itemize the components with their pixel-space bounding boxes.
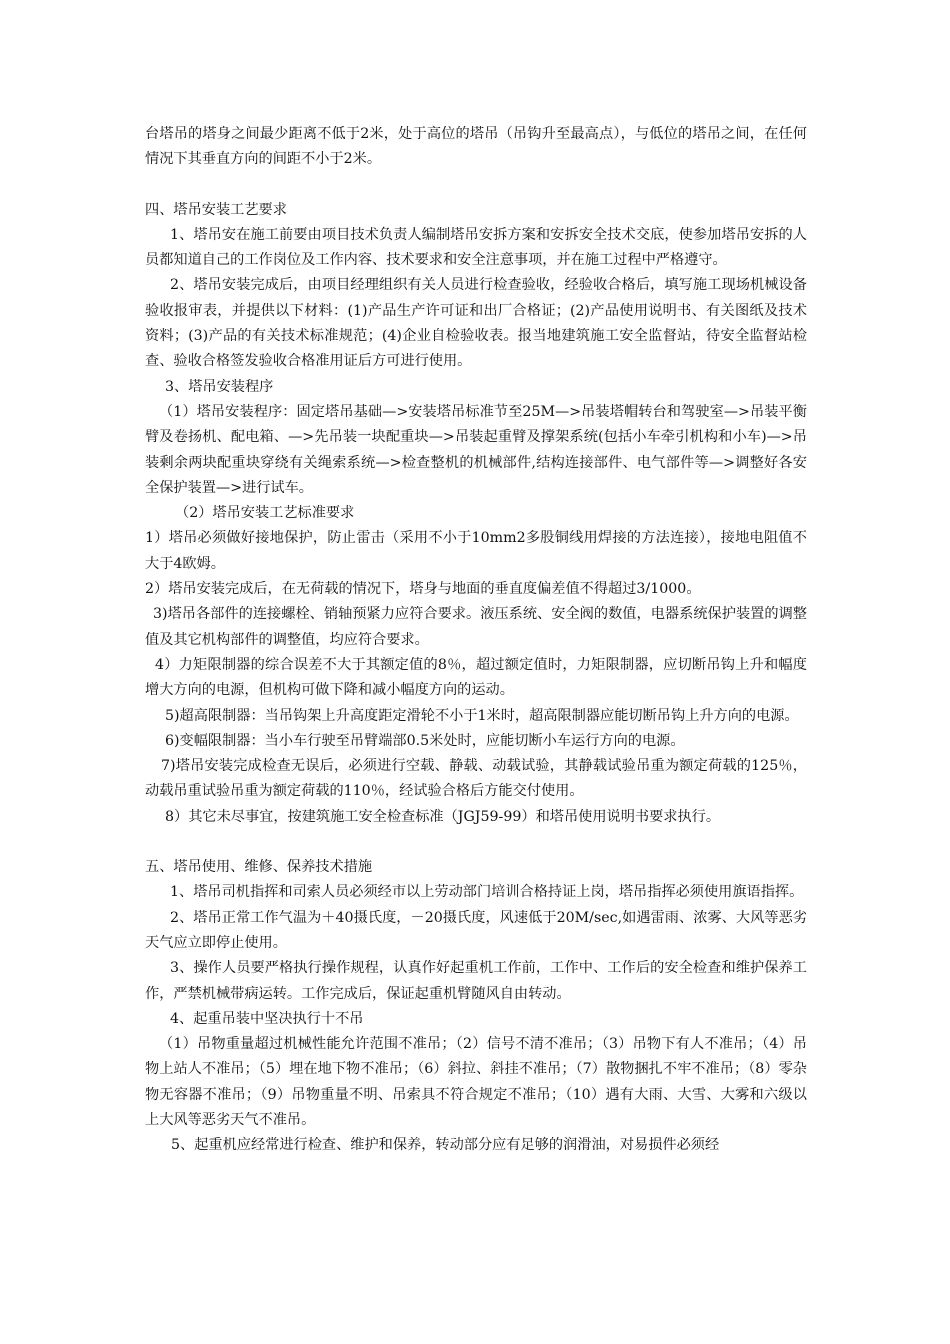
requirement-4: 4）力矩限制器的综合误差不大于其额定值的8％，超过额定值时，力矩限制器，应切断吊钩上升和幅度增大方向的电源，但机构可做下降和减小幅度方向的运动。 [145,656,807,699]
requirement-2: 2）塔吊安装完成后，在无荷载的情况下，塔身与地面的垂直度偏差值不得超过3/1000。 [145,581,701,598]
document-page [145,122,807,1159]
intro-paragraph: 台塔吊的塔身之间最少距离不低于2米，处于高位的塔吊（吊钩升至最高点），与低位的塔吊之间，在任何情况下其垂直方向的间距不小于2米。 [145,126,807,168]
requirement-6: 6)变幅限制器：当小车行驶至吊臂端部0.5米处时，应能切断小车运行方向的电源。 [165,732,685,749]
requirement-5: 5)超高限制器：当吊钩架上升高度距定滑轮不小于1米时，超高限制器应能切断吊钩上升方向的电源。 [165,707,799,724]
section-4-paragraph-3: 3、塔吊安装程序 [165,378,274,395]
install-procedure-paragraph: （1）塔吊安装程序：固定塔吊基础—>安装塔吊标准节至25M—>吊装塔帽转台和驾驶室—>吊装平衡臂及卷扬机、配电箱、—>先吊装一块配重块—>吊装起重臂及撑架系统(包括小车牵引机构和小车)—>吊装剩余两块配重块穿绕有关绳索系统—>检查整机的机械部件,结构连接部件、电气部件等—>调整好各安全保护装置—>进行试车。 [145,403,807,496]
section-5-paragraph-3: 3、操作人员要严格执行操作规程，认真作好起重机工作前，工作中、工作后的安全检查和维护保养工作，严禁机械带病运转。工作完成后，保证起重机臂随风自由转动。 [145,960,807,1002]
section-4-paragraph-2: 2、塔吊安装完成后，由项目经理组织有关人员进行检查验收，经验收合格后，填写施工现场机械设备验收报审表，并提供以下材料：(1)产品生产许可证和出厂合格证；(2)产品使用说明书、有关图纸及技术资料；(3)产品的有关技术标准规范；(4)企业自检验收表。报当地建筑施工安全监督站，待安全监督站检查、验收合格签发验收合格准用证后方可进行使用。 [145,277,807,370]
spacer [145,173,807,198]
requirement-3: 3)塔吊各部件的连接螺栓、销轴预紧力应符合要求。液压系统、安全阀的数值，电器系统保护装置的调整值及其它机构部件的调整值，均应符合要求。 [145,606,807,648]
section-5-paragraph-1: 1、塔吊司机指挥和司索人员必须经市以上劳动部门培训合格持证上岗，塔吊指挥必须使用旗语指挥。 [170,884,804,901]
section-5-paragraph-5: 5、起重机应经常进行检查、维护和保养，转动部分应有足够的润滑油，对易损件必须经 [171,1137,720,1154]
section-4-paragraph-1: 1、塔吊安在施工前要由项目技术负责人编制塔吊安拆方案和安拆安全技术交底，使参加塔吊安拆的人员都知道自己的工作岗位及工作内容、技术要求和安全注意事项，并在施工过程中严格遵守。 [145,226,807,269]
section-5-paragraph-4: 4、起重吊装中坚决执行十不吊 [170,1010,364,1027]
ten-no-lift-list: （1）吊物重量超过机械性能允许范围不准吊；（2）信号不清不准吊；（3）吊物下有人不准吊；（4）吊物上站人不准吊；（5）埋在地下物不准吊；（6）斜拉、斜挂不准吊；（7）散物捆扎不牢不准吊；（8）零杂物无容器不准吊；（9）吊物重量不明、吊索具不符合规定不准吊；（10）遇有大雨、大雪、大雾和六级以上大风等恶劣天气不准吊。 [145,1036,807,1128]
requirement-8: 8）其它未尽事宜，按建筑施工安全检查标准（JGJ59-99）和塔吊使用说明书要求执行。 [165,808,721,825]
requirement-1: 1）塔吊必须做好接地保护，防止雷击（采用不小于10mm2多股铜线用焊接的方法连接），接地电阻值不大于4欧姆。 [145,530,807,572]
section-5-paragraph-2: 2、塔吊正常工作气温为＋40摄氏度，－20摄氏度，风速低于20M/sec,如遇雷雨、浓雾、大风等恶劣天气应立即停止使用。 [145,909,807,951]
spacer [145,830,807,855]
install-standard-heading: （2）塔吊安装工艺标准要求 [175,505,355,522]
requirement-7: 7)塔吊安装完成检查无误后，必须进行空载、静载、动载试验，其静载试验吊重为额定荷载的125％，动载吊重试验吊重为额定荷载的110％，经试验合格后方能交付使用。 [145,758,807,800]
section-5-heading: 五、塔吊使用、维修、保养技术措施 [145,859,373,876]
section-4-heading: 四、塔吊安装工艺要求 [145,201,287,218]
